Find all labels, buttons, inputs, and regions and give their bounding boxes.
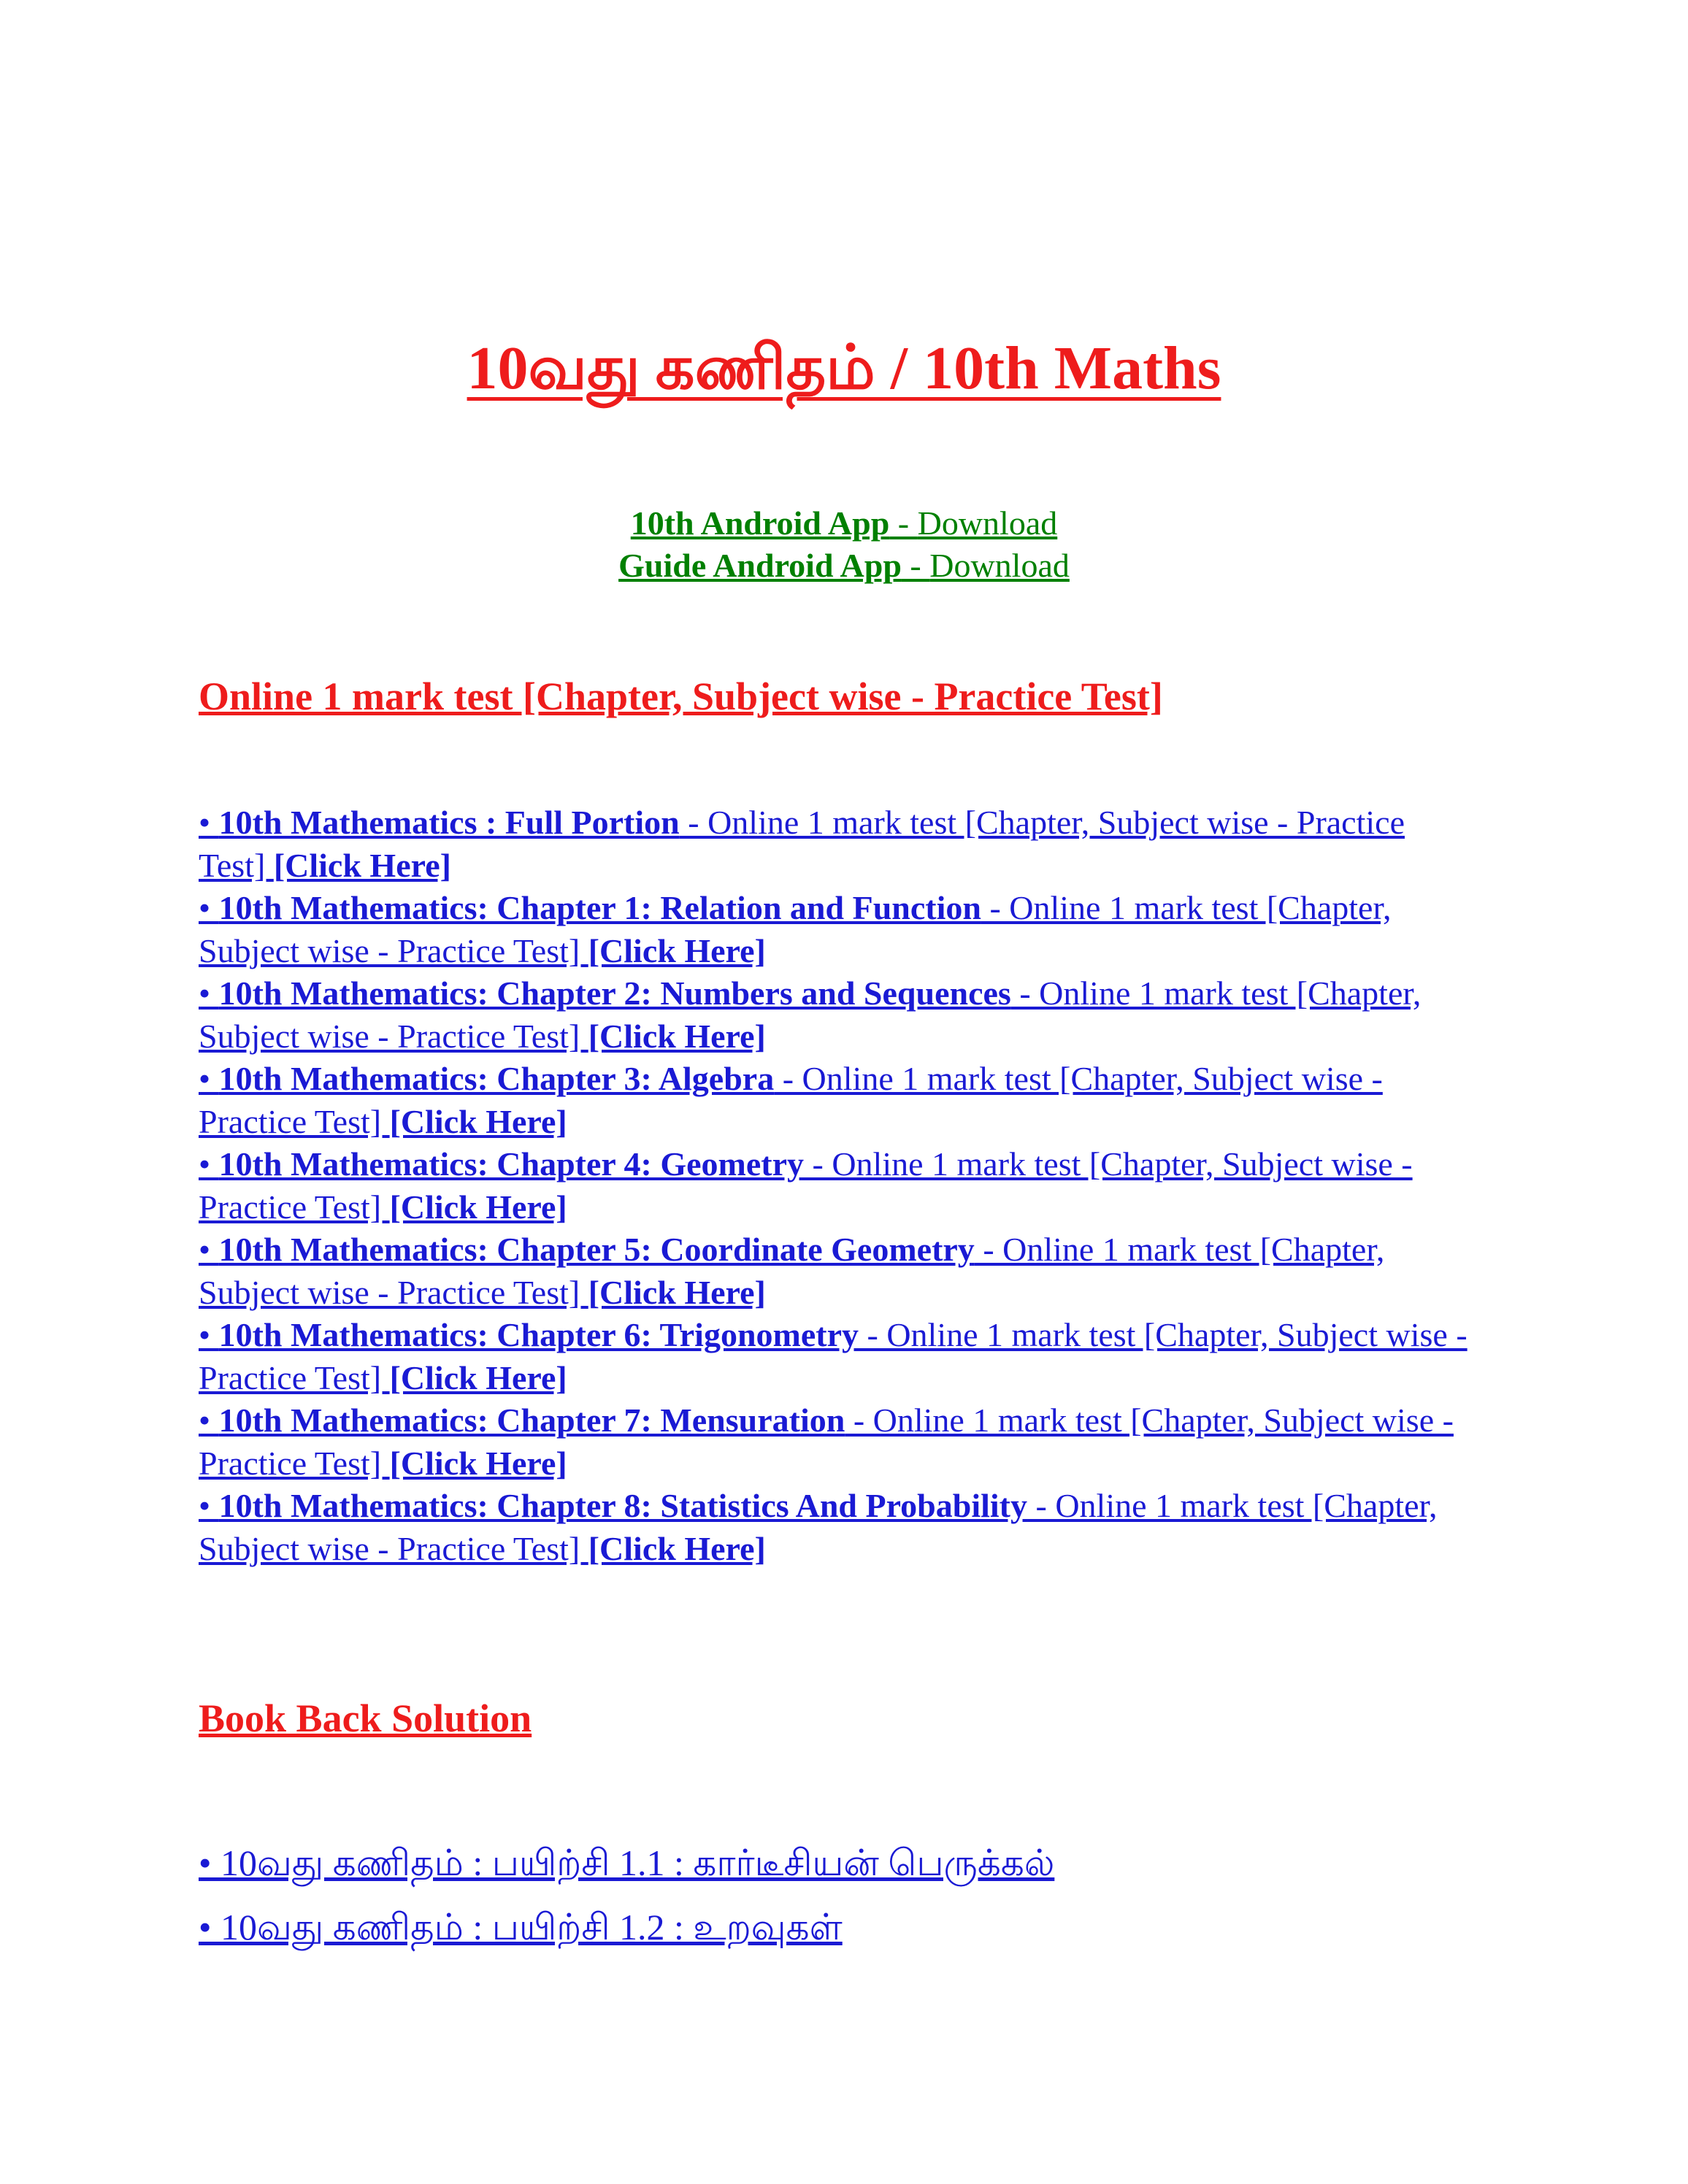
test-name: 10th Mathematics: Chapter 6: Trigonometry	[218, 1316, 859, 1353]
book-back-link-exercise-1-2[interactable]: • 10வது கணிதம் : பயிற்சி 1.2 : உறவுகள்	[199, 1907, 843, 1947]
test-desc: - Online 1 mark test [Chapter, Subject wise - Practice Test]	[199, 1316, 1468, 1396]
bullet: •	[199, 804, 219, 841]
test-link-chapter-2[interactable]	[199, 974, 1421, 1055]
online-test-list	[199, 801, 1469, 1570]
test-desc: - Online 1 mark test [Chapter, Subject wise - Practice Test]	[199, 1401, 1454, 1482]
test-name: 10th Mathematics: Chapter 1: Relation and Function	[218, 889, 981, 926]
bullet: •	[199, 1231, 219, 1268]
list-item	[199, 972, 1469, 1058]
list-item	[199, 1228, 1469, 1314]
test-name: 10th Mathematics: Chapter 2: Numbers and Sequences	[218, 974, 1011, 1012]
bullet: •	[199, 1316, 219, 1353]
test-link-chapter-6[interactable]	[199, 1316, 1468, 1396]
app-separator: -	[901, 547, 930, 584]
test-name: 10th Mathematics: Chapter 3: Algebra	[218, 1060, 775, 1097]
test-desc: - Online 1 mark test [Chapter, Subject wise - Practice Test]	[199, 974, 1422, 1055]
click-here: [Click Here]	[389, 1188, 567, 1226]
click-here: [Click Here]	[389, 1358, 567, 1396]
test-link-chapter-7[interactable]	[199, 1401, 1454, 1482]
click-here: [Click Here]	[588, 1529, 766, 1567]
test-link-chapter-8[interactable]	[199, 1487, 1438, 1567]
app-separator: -	[889, 504, 918, 542]
test-link-chapter-4[interactable]	[199, 1145, 1413, 1226]
test-name: 10th Mathematics: Chapter 4: Geometry	[218, 1145, 804, 1183]
app-name: 10th Android App	[630, 504, 890, 542]
list-item	[199, 1485, 1469, 1570]
app-name: Guide Android App	[618, 547, 902, 584]
test-name: 10th Mathematics: Chapter 8: Statistics And Probability	[218, 1487, 1028, 1524]
test-name: 10th Mathematics: Chapter 5: Coordinate Geometry	[218, 1231, 975, 1268]
bullet: •	[199, 974, 219, 1012]
bullet: •	[199, 1487, 219, 1524]
test-link-full-portion[interactable]	[199, 804, 1405, 884]
test-name: 10th Mathematics : Full Portion	[218, 804, 680, 841]
test-desc: - Online 1 mark test [Chapter, Subject wise - Practice Test]	[199, 889, 1392, 969]
test-link-chapter-1[interactable]	[199, 889, 1391, 969]
test-desc: - Online 1 mark test [Chapter, Subject wise - Practice Test]	[199, 1145, 1413, 1226]
app-action: Download	[917, 504, 1058, 542]
list-item	[199, 1895, 1469, 1959]
android-app-download-link[interactable]	[631, 502, 1058, 545]
test-name: 10th Mathematics: Chapter 7: Mensuration	[218, 1401, 845, 1439]
list-item	[199, 1399, 1469, 1485]
test-desc: - Online 1 mark test [Chapter, Subject wise - Practice Test]	[199, 1487, 1438, 1567]
guide-app-download-link[interactable]	[618, 545, 1070, 587]
test-desc: - Online 1 mark test [Chapter, Subject wise - Practice Test]	[199, 1060, 1383, 1140]
list-item	[199, 1058, 1469, 1143]
page-title: 10வது கணிதம் / 10th Maths	[467, 334, 1221, 402]
list-item	[199, 1314, 1469, 1399]
list-item	[199, 1831, 1469, 1895]
test-link-chapter-3[interactable]	[199, 1060, 1383, 1140]
book-back-link-exercise-1-1[interactable]: • 10வது கணிதம் : பயிற்சி 1.1 : கார்டீசியன் பெருக்கல்	[199, 1842, 1055, 1883]
list-item	[199, 1143, 1469, 1228]
bullet: •	[199, 1060, 219, 1097]
book-back-heading[interactable]: Book Back Solution	[199, 1696, 532, 1740]
test-desc: - Online 1 mark test [Chapter, Subject wise - Practice Test]	[199, 804, 1405, 884]
click-here: [Click Here]	[588, 931, 766, 969]
click-here: [Click Here]	[389, 1102, 567, 1140]
test-link-chapter-5[interactable]	[199, 1231, 1384, 1311]
click-here: [Click Here]	[273, 846, 451, 884]
test-desc: - Online 1 mark test [Chapter, Subject wise - Practice Test]	[199, 1231, 1385, 1311]
app-download-links	[0, 502, 1688, 587]
bullet: •	[199, 1401, 219, 1439]
book-back-list	[199, 1831, 1469, 1959]
click-here: [Click Here]	[389, 1444, 567, 1482]
online-test-heading[interactable]: Online 1 mark test [Chapter, Subject wise - Practice Test]	[199, 674, 1163, 718]
click-here: [Click Here]	[588, 1017, 766, 1055]
app-action: Download	[929, 547, 1070, 584]
list-item	[199, 801, 1469, 887]
bullet: •	[199, 889, 219, 926]
click-here: [Click Here]	[588, 1273, 766, 1311]
list-item	[199, 887, 1469, 972]
bullet: •	[199, 1145, 219, 1183]
